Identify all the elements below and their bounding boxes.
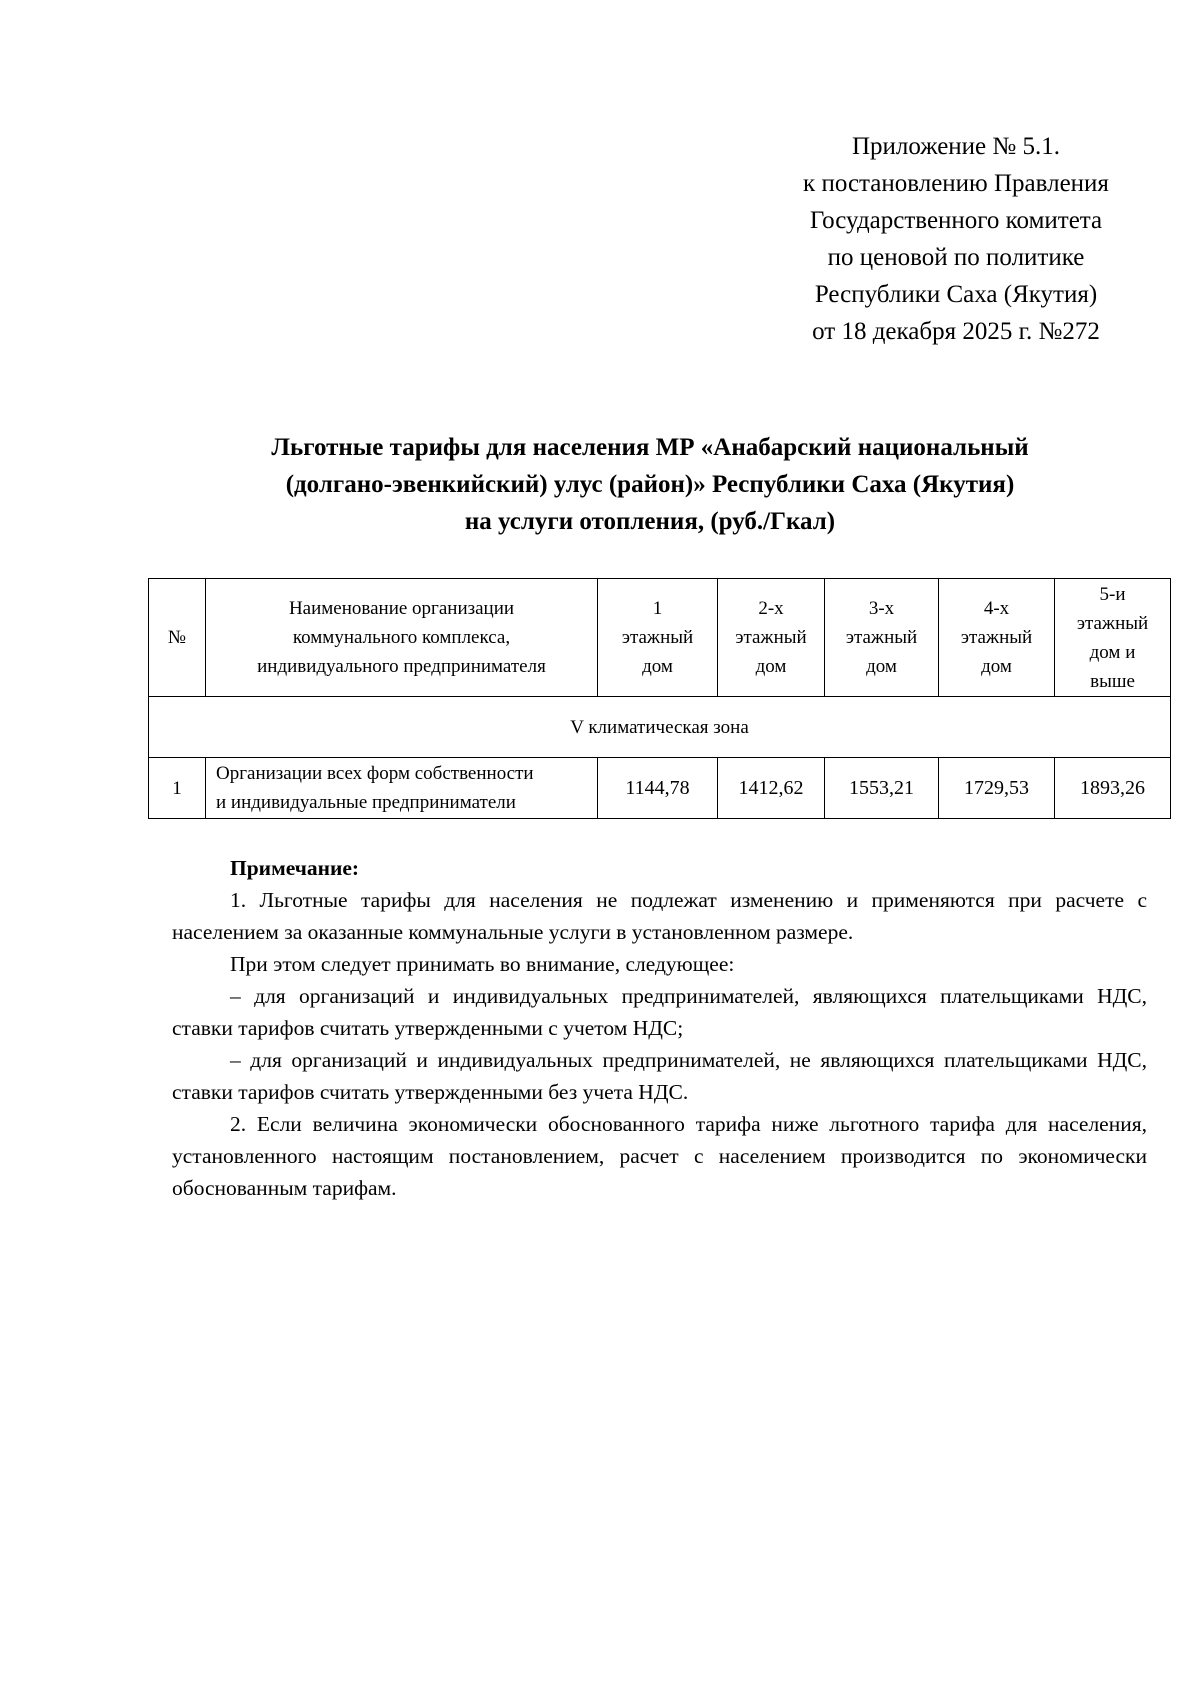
header-organization: Наименование организации коммунального комплекса, индивидуального предпринимателя	[206, 579, 598, 697]
table-header-row	[149, 579, 1171, 697]
appendix-block	[786, 128, 1126, 350]
tariff-value-floors-2: 1412,62	[718, 758, 825, 819]
title-line: (долгано-эвенкийский) улус (район)» Республики Саха (Якутия)	[285, 471, 1015, 498]
header-floors-4: 4-х этажный дом	[939, 579, 1055, 697]
tariff-value-floors-4: 1729,53	[939, 758, 1055, 819]
table-row	[149, 758, 1171, 819]
row-number: 1	[149, 758, 206, 819]
appendix-line: Государственного комитета	[809, 207, 1103, 234]
note-paragraph: 1. Льготные тарифы для населения не подлежат изменению и применяются при расчете с населением за оказанные коммунальные услуги в установленном размере.	[172, 888, 1147, 944]
title-line: на услуги отопления, (руб./Гкал)	[464, 508, 836, 535]
tariff-value-floors-5-plus: 1893,26	[1055, 758, 1171, 819]
appendix-line: от 18 декабря 2025 г. №272	[812, 318, 1100, 345]
note-paragraph: – для организаций и индивидуальных предпринимателей, являющихся плательщиками НДС, ставки тарифов считать утвержденными с учетом НДС;	[172, 984, 1147, 1040]
header-floors-3: 3-х этажный дом	[825, 579, 939, 697]
notes-section	[172, 852, 1147, 1204]
header-floors-2: 2-х этажный дом	[718, 579, 825, 697]
document-title	[150, 429, 1150, 540]
row-organization: Организации всех форм собственности и индивидуальные предприниматели	[206, 758, 598, 819]
note-paragraph: 2. Если величина экономически обоснованного тарифа ниже льготного тарифа для населения, установленного настоящим постановлением, расчет с населением производится по экономически обоснованным тарифам.	[172, 1112, 1147, 1200]
appendix-line: к постановлению Правления	[803, 170, 1109, 197]
appendix-line: по ценовой по политике	[827, 244, 1085, 271]
header-number: №	[149, 579, 206, 697]
title-line: Льготные тарифы для населения МР «Анабарский национальный	[271, 434, 1029, 461]
header-floors-5-plus: 5-и этажный дом и выше	[1055, 579, 1171, 697]
header-floors-1: 1 этажный дом	[598, 579, 718, 697]
tariff-value-floors-3: 1553,21	[825, 758, 939, 819]
note-paragraph: При этом следует принимать во внимание, следующее:	[230, 952, 735, 976]
tariff-table	[148, 578, 1171, 819]
climate-zone-row	[149, 697, 1171, 758]
notes-heading: Примечание:	[230, 856, 360, 880]
climate-zone-label: V климатическая зона	[149, 697, 1171, 758]
appendix-line: Приложение № 5.1.	[851, 133, 1061, 160]
note-paragraph: – для организаций и индивидуальных предпринимателей, не являющихся плательщиками НДС, ставки тарифов считать утвержденными без учета НДС.	[172, 1048, 1147, 1104]
tariff-value-floors-1: 1144,78	[598, 758, 718, 819]
appendix-line: Республики Саха (Якутия)	[814, 281, 1098, 308]
